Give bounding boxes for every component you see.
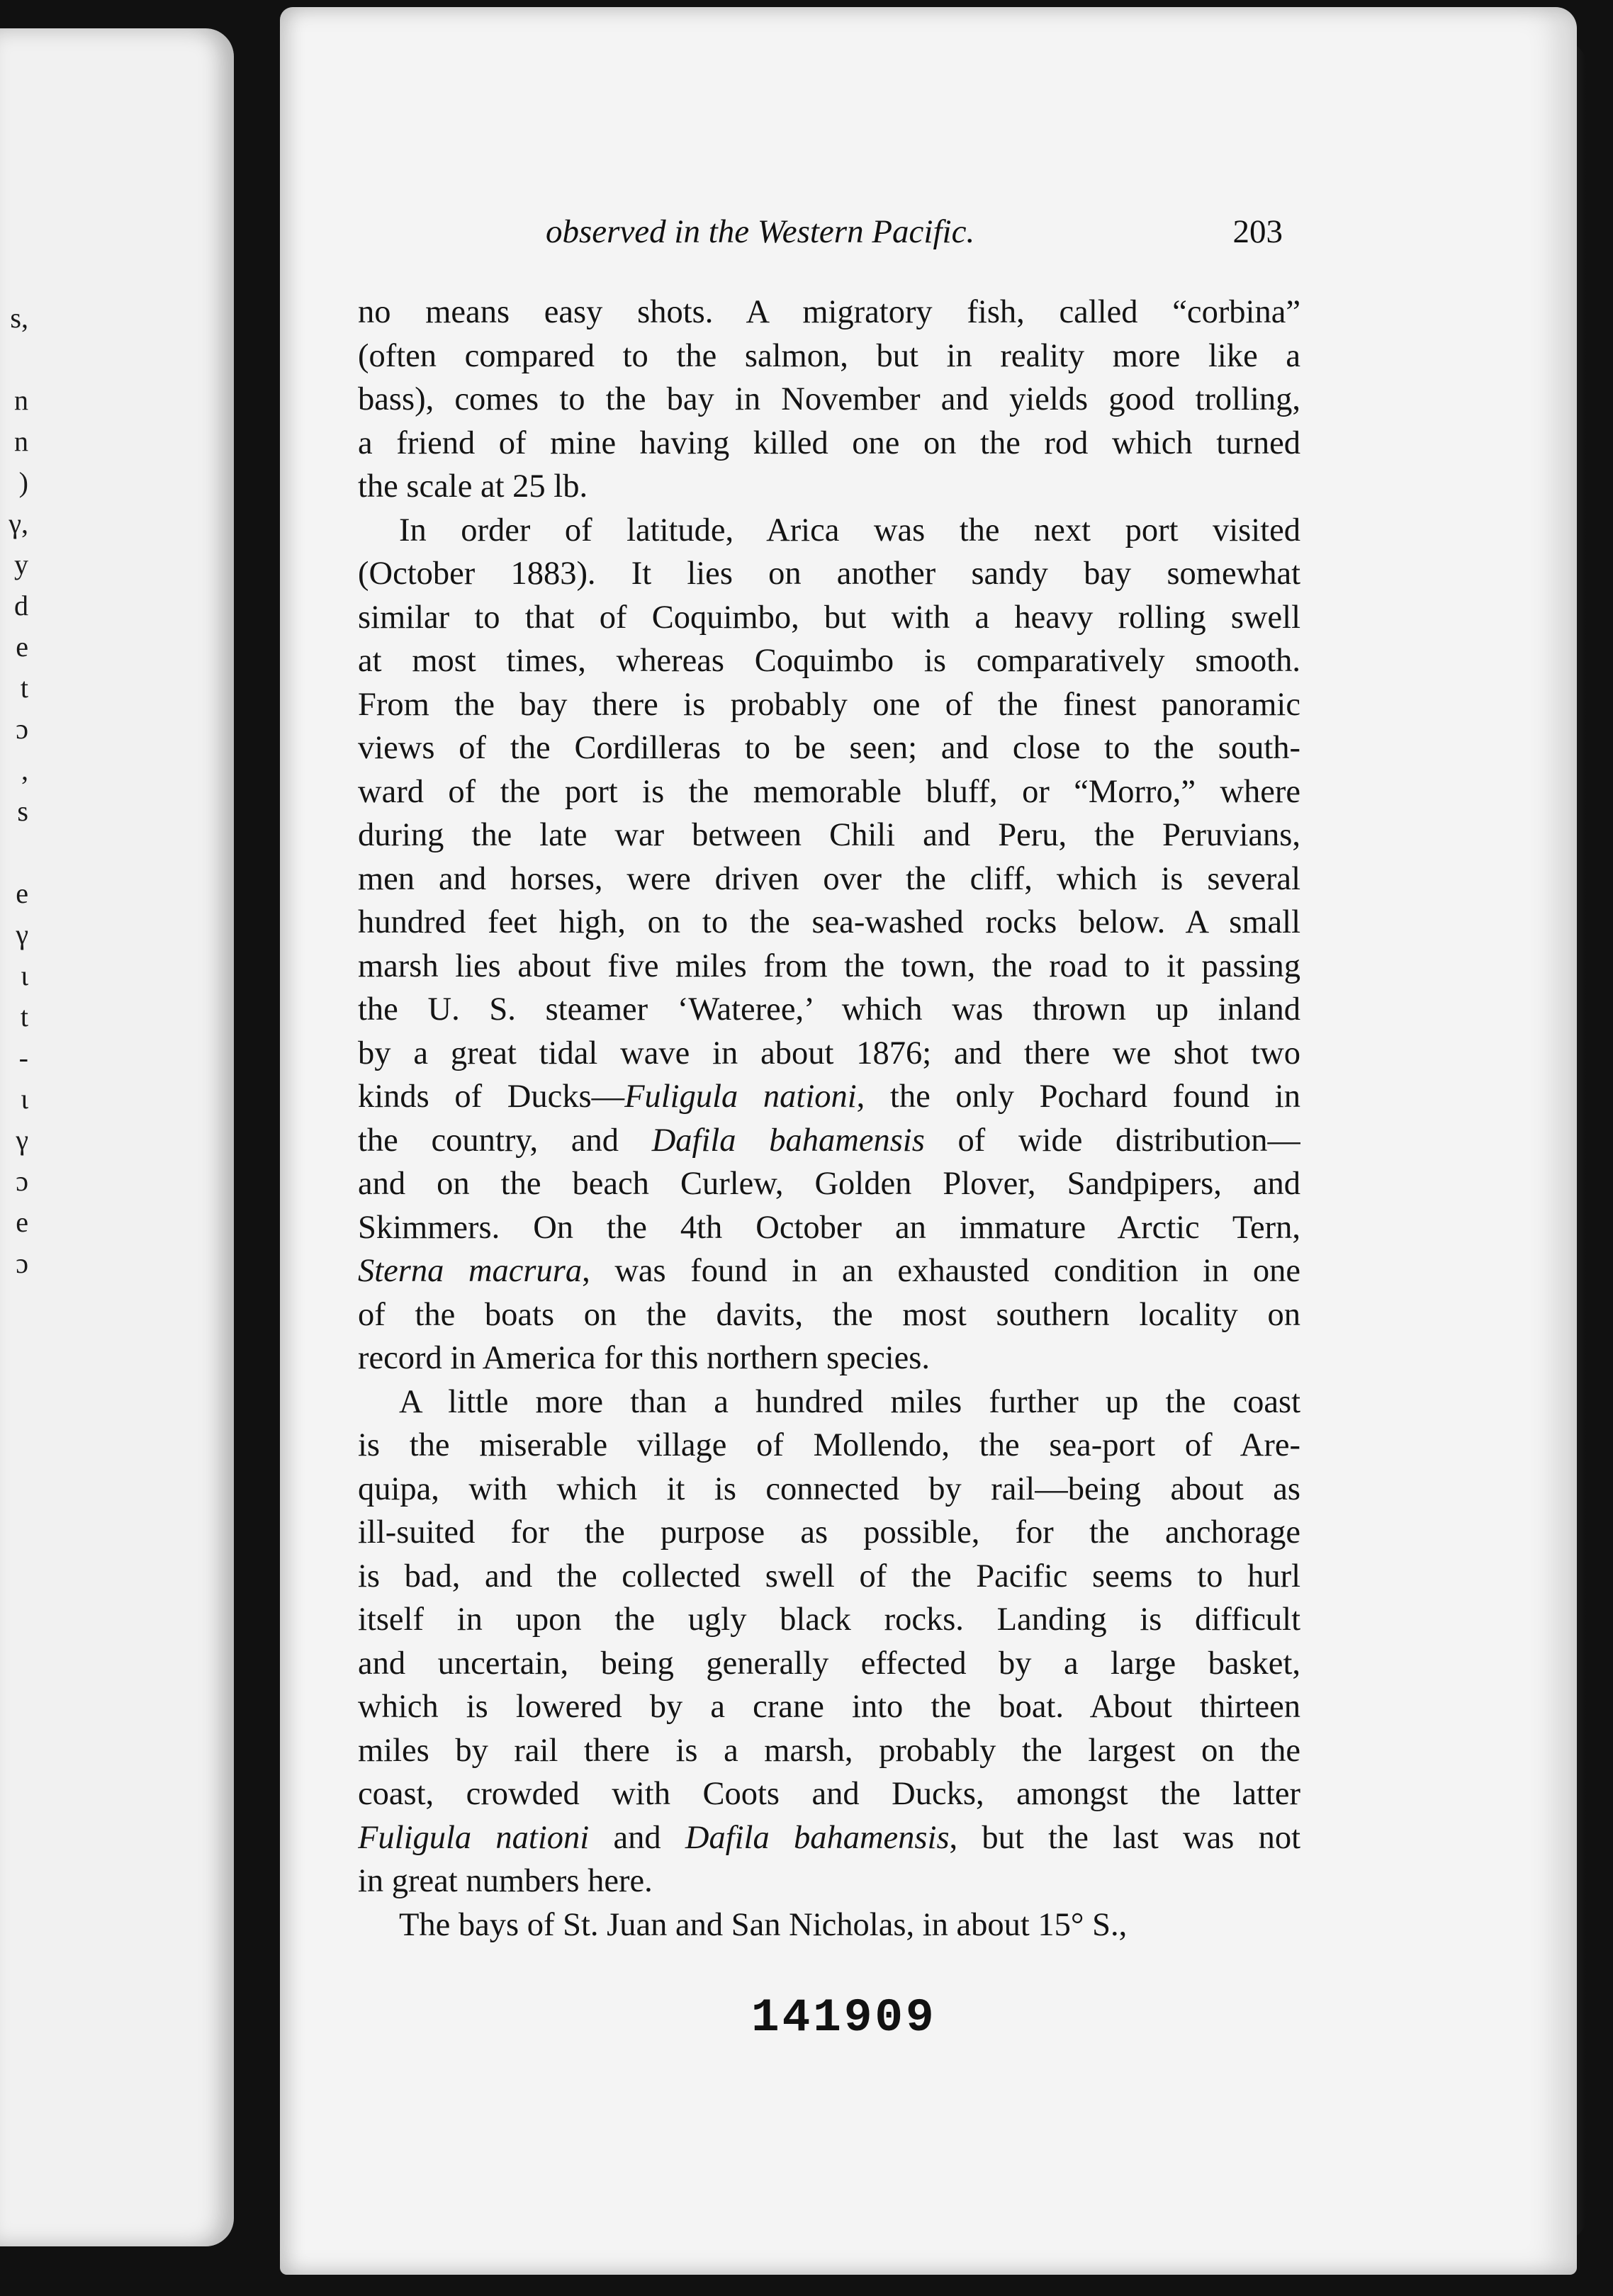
- running-title: observed in the Western Pacific.: [546, 213, 975, 250]
- text-line: similar to that of Coquimbo, but with a heavy rolling swell: [358, 599, 1300, 636]
- text-line: Fuligula nationi and Dafila bahamensis, but the last was not: [358, 1819, 1300, 1856]
- text-line: the U. S. steamer ‘Wateree,’ which was thrown up inland: [358, 991, 1300, 1028]
- text-line: bass), comes to the bay in November and yields good trolling,: [358, 381, 1300, 417]
- page-number: 203: [1232, 213, 1283, 250]
- left-edge-char: [0, 339, 28, 380]
- text-line: kinds of Ducks—Fuligula nationi, the only Pochard found in: [358, 1079, 1300, 1115]
- text-line: and uncertain, being generally effected by a large basket,: [358, 1645, 1300, 1682]
- left-edge-char: ɔ: [16, 713, 28, 745]
- left-edge-char: ): [18, 466, 28, 498]
- running-header: [361, 213, 1290, 262]
- left-edge-char: γ: [16, 918, 28, 950]
- text-line: men and horses, were driven over the cliff, which is several: [358, 860, 1300, 897]
- text-line: ill-suited for the purpose as possible, for the anchorage: [358, 1514, 1300, 1551]
- left-facing-page: [0, 28, 234, 2246]
- left-edge-char: t: [20, 1001, 28, 1032]
- left-edge-char: n: [14, 425, 28, 457]
- catalog-stamp-number: 141909: [751, 1991, 937, 2044]
- body-text: [358, 291, 1300, 1947]
- text-line: at most times, whereas Coquimbo is comparatively smooth.: [358, 643, 1300, 679]
- text-line: In order of latitude, Arica was the next port visited: [399, 512, 1300, 548]
- left-edge-char: ɩ: [21, 1083, 28, 1115]
- left-edge-char: γ: [16, 1124, 28, 1156]
- text-line: marsh lies about five miles from the town, the road to it passing: [358, 947, 1300, 984]
- left-edge-char: t: [20, 672, 28, 704]
- text-line: no means easy shots. A migratory fish, called “corbina”: [358, 294, 1300, 330]
- text-line: views of the Cordilleras to be seen; and close to the south-: [358, 730, 1300, 766]
- text-line: by a great tidal wave in about 1876; and there we shot two: [358, 1035, 1300, 1071]
- left-edge-char: ɔ: [16, 1247, 28, 1279]
- left-edge-char: s: [17, 795, 28, 827]
- text-line: the scale at 25 lb.: [358, 468, 588, 505]
- left-edge-char: e: [16, 631, 28, 663]
- text-line: of the boats on the davits, the most southern locality on: [358, 1296, 1300, 1333]
- text-line: the country, and Dafila bahamensis of wide distribution—: [358, 1122, 1300, 1159]
- left-edge-char: γ,: [9, 507, 28, 539]
- text-line: during the late war between Chili and Peru, the Peruvians,: [358, 817, 1300, 853]
- text-line: is the miserable village of Mollendo, the sea-port of Are-: [358, 1427, 1300, 1463]
- text-line: The bays of St. Juan and San Nicholas, in about 15° S.,: [399, 1906, 1128, 1943]
- left-edge-char: s,: [10, 302, 28, 334]
- text-line: coast, crowded with Coots and Ducks, amongst the latter: [358, 1776, 1300, 1812]
- text-line: Skimmers. On the 4th October an immature Arctic Tern,: [358, 1209, 1300, 1246]
- text-line: miles by rail there is a marsh, probably the largest on the: [358, 1732, 1300, 1769]
- left-edge-char: -: [18, 1042, 28, 1074]
- text-line: From the bay there is probably one of the finest panoramic: [358, 686, 1300, 723]
- left-edge-char: e: [16, 877, 28, 909]
- text-line: and on the beach Curlew, Golden Plover, Sandpipers, and: [358, 1166, 1300, 1202]
- text-line: a friend of mine having killed one on the rod which turned: [358, 424, 1300, 461]
- left-edge-char: n: [14, 384, 28, 416]
- text-line: hundred feet high, on to the sea-washed rocks below. A small: [358, 904, 1300, 940]
- left-edge-char: [0, 832, 28, 873]
- text-line: which is lowered by a crane into the boat. About thirteen: [358, 1689, 1300, 1725]
- text-line: is bad, and the collected swell of the Pacific seems to hurl: [358, 1558, 1300, 1594]
- left-edge-char: ,: [21, 754, 28, 786]
- text-line: (often compared to the salmon, but in reality more like a: [358, 337, 1300, 374]
- left-page-edge-text: [0, 298, 28, 1284]
- text-line: ward of the port is the memorable bluff, or “Morro,” where: [358, 773, 1300, 810]
- text-line: A little more than a hundred miles further up the coast: [399, 1383, 1300, 1420]
- text-line: quipa, with which it is connected by rail—being about as: [358, 1470, 1300, 1507]
- left-edge-char: y: [14, 548, 28, 580]
- left-edge-char: ɩ: [21, 960, 28, 991]
- text-line: Sterna macrura, was found in an exhausted condition in one: [358, 1253, 1300, 1289]
- left-edge-char: ɔ: [16, 1165, 28, 1197]
- text-line: itself in upon the ugly black rocks. Landing is difficult: [358, 1602, 1300, 1638]
- text-line: in great numbers here.: [358, 1863, 653, 1899]
- left-edge-char: d: [14, 590, 28, 621]
- left-edge-char: e: [16, 1206, 28, 1238]
- text-line: (October 1883). It lies on another sandy bay somewhat: [358, 556, 1300, 592]
- text-line: record in America for this northern species.: [358, 1340, 931, 1376]
